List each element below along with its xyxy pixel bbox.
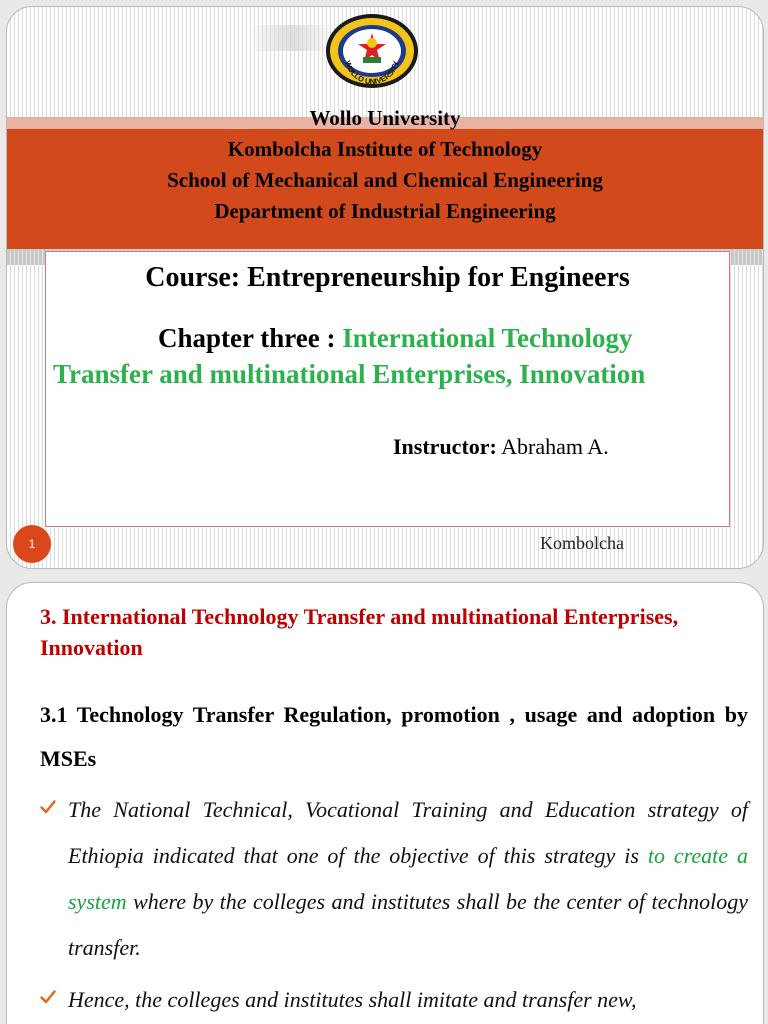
university-seal-icon [323, 11, 421, 89]
title-content-box [45, 251, 730, 527]
slide-number-badge: 1 [13, 525, 51, 563]
instructor-label: Instructor: [393, 434, 497, 459]
institute-name: Kombolcha Institute of Technology [227, 137, 543, 161]
department-name: Department of Industrial Engineering [214, 199, 556, 223]
institution-heading [7, 103, 763, 227]
content-slide [6, 582, 764, 1024]
instructor-line [393, 434, 609, 460]
bullet-item [40, 977, 748, 1023]
chapter-label: Chapter three : [158, 323, 343, 353]
bullet-text-end: where by the colleges and institutes shall be the center of technology transfer. [68, 889, 748, 960]
chapter-title-line2: Transfer and multinational Enterprises, Innovation [53, 359, 646, 389]
chapter-title [46, 320, 729, 392]
bullet-text-start: The National Technical, Vocational Training and Education strategy of Ethiopia indicated that one of the objective of this strategy is [68, 797, 748, 868]
subsection-heading: 3.1 Technology Transfer Regulation, promotion , usage and adoption by MSEs [40, 702, 748, 771]
seal-text: WOLLO UNIVERSITY [343, 59, 401, 87]
chapter-title-line1: International Technology [342, 323, 633, 353]
bullet-text: Hence, the colleges and institutes shall imitate and transfer new, [68, 987, 637, 1012]
course-title: Course: Entrepreneurship for Engineers [145, 262, 630, 293]
instructor-name: Abraham A. [496, 434, 609, 459]
section-heading: 3. International Technology Transfer and multinational Enterprises, Innovation [40, 604, 679, 660]
footer-location: Kombolcha [540, 533, 624, 553]
check-mark-icon [40, 800, 56, 814]
bullet-list [40, 787, 748, 1024]
school-name: School of Mechanical and Chemical Engineering [167, 168, 603, 192]
bullet-item [40, 787, 748, 971]
university-name: Wollo University [309, 106, 461, 130]
check-mark-icon [40, 990, 56, 1004]
title-slide [6, 6, 764, 569]
highlighted-phrase: to create a system [68, 843, 748, 914]
